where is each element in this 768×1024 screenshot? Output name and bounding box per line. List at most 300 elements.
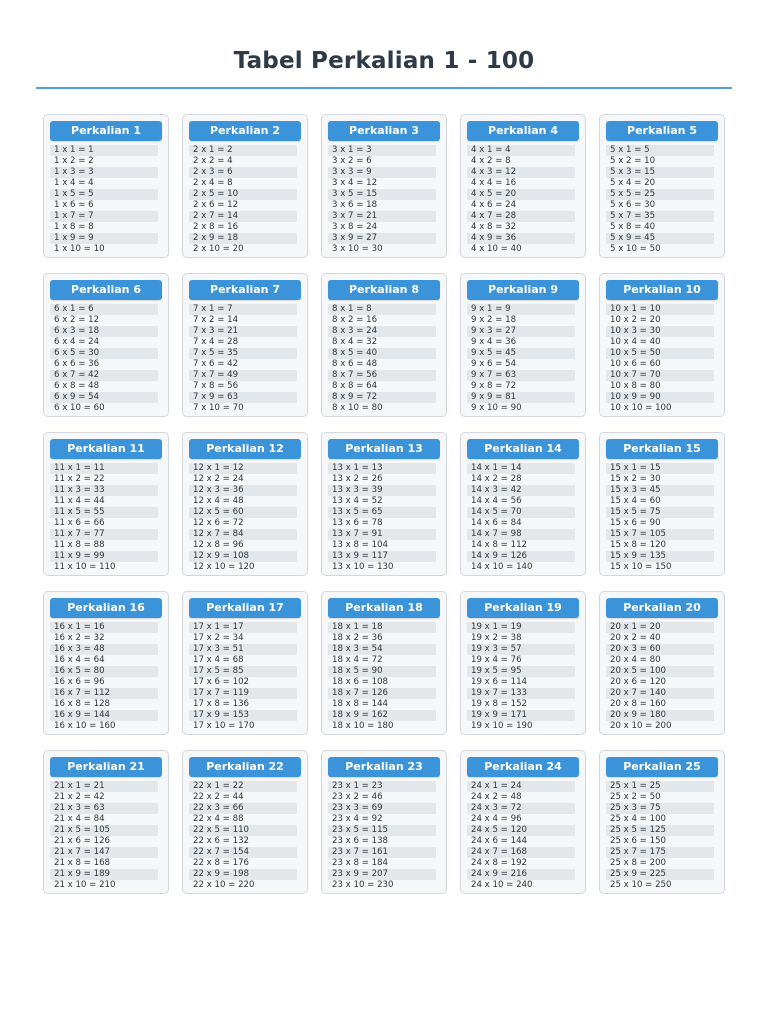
table-row: 14 x 6 = 84 [471,518,522,528]
table-row: 21 x 3 = 63 [50,803,158,814]
table-row: 17 x 10 = 170 [193,721,255,731]
table-card-heading: Perkalian 7 [189,280,301,300]
table-rows [328,463,440,573]
table-row: 2 x 10 = 20 [193,244,244,254]
table-row: 17 x 2 = 34 [193,633,244,643]
table-card-heading: Perkalian 6 [50,280,162,300]
table-row: 12 x 3 = 36 [189,485,297,496]
table-row: 14 x 5 = 70 [467,507,575,518]
table-row: 23 x 8 = 184 [332,858,389,868]
table-row: 13 x 8 = 104 [332,540,389,550]
table-row: 17 x 5 = 85 [189,666,297,677]
table-row: 15 x 1 = 15 [606,463,714,474]
table-row: 8 x 5 = 40 [328,348,436,359]
table-row: 21 x 6 = 126 [54,836,111,846]
table-rows [328,304,440,414]
page-title: Tabel Perkalian 1 - 100 [233,48,535,74]
table-rows [467,145,579,255]
table-card [599,114,725,258]
table-row: 9 x 2 = 18 [471,315,517,325]
table-row: 1 x 3 = 3 [50,167,158,178]
table-row: 21 x 5 = 105 [50,825,158,836]
table-row: 23 x 7 = 161 [328,847,436,858]
table-row: 19 x 1 = 19 [467,622,575,633]
table-rows [606,622,718,732]
table-row: 11 x 3 = 33 [50,485,158,496]
table-row: 18 x 4 = 72 [332,655,383,665]
table-row: 24 x 4 = 96 [471,814,522,824]
table-card-heading: Perkalian 16 [50,598,162,618]
table-card-heading: Perkalian 17 [189,598,301,618]
table-row: 4 x 10 = 40 [471,244,522,254]
table-card [182,114,308,258]
table-row: 20 x 4 = 80 [610,655,661,665]
table-rows [189,622,301,732]
table-row: 23 x 4 = 92 [332,814,383,824]
table-row: 24 x 7 = 168 [467,847,575,858]
table-row: 15 x 2 = 30 [610,474,661,484]
table-card-heading: Perkalian 14 [467,439,579,459]
table-card-heading: Perkalian 13 [328,439,440,459]
table-row: 18 x 5 = 90 [328,666,436,677]
table-row: 19 x 6 = 114 [471,677,528,687]
table-row: 11 x 10 = 110 [54,562,116,572]
table-row: 9 x 9 = 81 [467,392,575,403]
table-row: 18 x 10 = 180 [332,721,394,731]
table-row: 12 x 5 = 60 [189,507,297,518]
table-card [460,114,586,258]
table-row: 5 x 7 = 35 [606,211,714,222]
table-row: 13 x 3 = 39 [328,485,436,496]
table-row: 3 x 1 = 3 [328,145,436,156]
table-row: 1 x 4 = 4 [54,178,94,188]
table-card [321,750,447,894]
table-row: 15 x 3 = 45 [606,485,714,496]
table-row: 3 x 10 = 30 [332,244,383,254]
table-card-heading: Perkalian 12 [189,439,301,459]
table-row: 5 x 3 = 15 [606,167,714,178]
table-row: 5 x 6 = 30 [610,200,656,210]
table-row: 2 x 9 = 18 [189,233,297,244]
table-rows [50,304,162,414]
table-row: 11 x 8 = 88 [54,540,105,550]
table-row: 14 x 9 = 126 [467,551,575,562]
table-card [43,750,169,894]
table-card-heading: Perkalian 25 [606,757,718,777]
table-row: 23 x 2 = 46 [332,792,383,802]
table-row: 24 x 3 = 72 [467,803,575,814]
table-row: 5 x 5 = 25 [606,189,714,200]
table-row: 21 x 1 = 21 [50,781,158,792]
table-row: 24 x 5 = 120 [467,825,575,836]
table-card [182,432,308,576]
table-row: 22 x 5 = 110 [189,825,297,836]
table-row: 10 x 10 = 100 [610,403,672,413]
table-row: 2 x 8 = 16 [193,222,239,232]
table-row: 8 x 2 = 16 [332,315,378,325]
table-row: 8 x 9 = 72 [328,392,436,403]
table-row: 16 x 3 = 48 [50,644,158,655]
table-row: 25 x 9 = 225 [606,869,714,880]
table-row: 2 x 5 = 10 [189,189,297,200]
table-card [43,114,169,258]
table-row: 3 x 7 = 21 [328,211,436,222]
table-row: 7 x 10 = 70 [193,403,244,413]
table-row: 10 x 9 = 90 [606,392,714,403]
table-card-heading: Perkalian 23 [328,757,440,777]
table-row: 22 x 2 = 44 [193,792,244,802]
table-row: 20 x 7 = 140 [606,688,714,699]
table-row: 25 x 3 = 75 [606,803,714,814]
table-row: 20 x 5 = 100 [606,666,714,677]
table-row: 20 x 3 = 60 [606,644,714,655]
table-row: 6 x 7 = 42 [50,370,158,381]
table-row: 25 x 5 = 125 [606,825,714,836]
table-row: 12 x 7 = 84 [189,529,297,540]
table-card [460,432,586,576]
table-row: 11 x 2 = 22 [54,474,105,484]
table-row: 7 x 4 = 28 [193,337,239,347]
table-row: 9 x 7 = 63 [467,370,575,381]
table-row: 24 x 1 = 24 [467,781,575,792]
table-rows [328,145,440,255]
table-row: 12 x 1 = 12 [189,463,297,474]
table-row: 4 x 7 = 28 [467,211,575,222]
table-row: 8 x 7 = 56 [328,370,436,381]
table-row: 7 x 2 = 14 [193,315,239,325]
table-row: 10 x 5 = 50 [606,348,714,359]
table-rows [50,622,162,732]
table-rows [189,781,301,891]
table-row: 2 x 1 = 2 [189,145,297,156]
table-row: 12 x 6 = 72 [193,518,244,528]
table-row: 22 x 1 = 22 [189,781,297,792]
table-row: 14 x 10 = 140 [471,562,533,572]
table-row: 17 x 9 = 153 [189,710,297,721]
table-row: 19 x 8 = 152 [471,699,528,709]
table-row: 1 x 6 = 6 [54,200,94,210]
table-row: 22 x 7 = 154 [189,847,297,858]
table-row: 11 x 4 = 44 [54,496,105,506]
table-card [321,114,447,258]
table-row: 15 x 10 = 150 [610,562,672,572]
table-row: 7 x 6 = 42 [193,359,239,369]
table-row: 2 x 2 = 4 [193,156,233,166]
table-row: 13 x 1 = 13 [328,463,436,474]
table-row: 18 x 6 = 108 [332,677,389,687]
table-row: 16 x 10 = 160 [54,721,116,731]
table-row: 17 x 3 = 51 [189,644,297,655]
table-row: 1 x 7 = 7 [50,211,158,222]
table-row: 10 x 8 = 80 [610,381,661,391]
table-rows [467,304,579,414]
table-row: 5 x 2 = 10 [610,156,656,166]
table-card-heading: Perkalian 4 [467,121,579,141]
table-card [182,591,308,735]
table-row: 24 x 8 = 192 [471,858,528,868]
table-row: 3 x 9 = 27 [328,233,436,244]
table-row: 9 x 8 = 72 [471,381,517,391]
table-row: 18 x 8 = 144 [332,699,389,709]
table-row: 3 x 6 = 18 [332,200,378,210]
table-row: 15 x 7 = 105 [606,529,714,540]
table-row: 11 x 1 = 11 [50,463,158,474]
table-row: 2 x 7 = 14 [189,211,297,222]
table-row: 9 x 6 = 54 [471,359,517,369]
table-row: 19 x 9 = 171 [467,710,575,721]
table-row: 13 x 4 = 52 [332,496,383,506]
table-row: 16 x 7 = 112 [50,688,158,699]
table-row: 14 x 8 = 112 [471,540,528,550]
table-row: 20 x 1 = 20 [606,622,714,633]
table-card [599,432,725,576]
table-rows [606,145,718,255]
table-row: 6 x 4 = 24 [54,337,100,347]
table-row: 17 x 4 = 68 [193,655,244,665]
table-row: 15 x 6 = 90 [610,518,661,528]
table-row: 9 x 1 = 9 [467,304,575,315]
table-card [599,273,725,417]
table-row: 16 x 2 = 32 [54,633,105,643]
table-row: 13 x 5 = 65 [328,507,436,518]
table-row: 18 x 2 = 36 [332,633,383,643]
table-rows [50,781,162,891]
table-row: 25 x 7 = 175 [606,847,714,858]
table-row: 8 x 4 = 32 [332,337,378,347]
table-row: 2 x 4 = 8 [193,178,233,188]
table-card-heading: Perkalian 1 [50,121,162,141]
table-row: 1 x 8 = 8 [54,222,94,232]
table-row: 20 x 9 = 180 [606,710,714,721]
table-row: 13 x 9 = 117 [328,551,436,562]
table-row: 21 x 9 = 189 [50,869,158,880]
table-row: 7 x 8 = 56 [193,381,239,391]
table-row: 9 x 5 = 45 [467,348,575,359]
table-row: 1 x 10 = 10 [54,244,105,254]
table-row: 19 x 4 = 76 [471,655,522,665]
table-card-heading: Perkalian 11 [50,439,162,459]
table-row: 10 x 3 = 30 [606,326,714,337]
table-row: 6 x 2 = 12 [54,315,100,325]
table-row: 6 x 1 = 6 [50,304,158,315]
table-row: 25 x 10 = 250 [610,880,672,890]
table-row: 16 x 9 = 144 [50,710,158,721]
table-row: 11 x 6 = 66 [54,518,105,528]
table-row: 25 x 1 = 25 [606,781,714,792]
table-row: 23 x 6 = 138 [332,836,389,846]
table-card [599,591,725,735]
table-row: 6 x 5 = 30 [50,348,158,359]
table-row: 5 x 4 = 20 [610,178,656,188]
table-row: 10 x 4 = 40 [610,337,661,347]
table-row: 16 x 1 = 16 [50,622,158,633]
table-card [460,591,586,735]
table-row: 12 x 4 = 48 [193,496,244,506]
table-card [43,273,169,417]
table-row: 1 x 1 = 1 [50,145,158,156]
table-row: 4 x 6 = 24 [471,200,517,210]
table-row: 25 x 2 = 50 [610,792,661,802]
table-card-heading: Perkalian 10 [606,280,718,300]
table-row: 10 x 7 = 70 [606,370,714,381]
table-rows [50,463,162,573]
table-row: 6 x 10 = 60 [54,403,105,413]
table-row: 9 x 4 = 36 [471,337,517,347]
title-divider [36,87,732,89]
table-row: 7 x 7 = 49 [189,370,297,381]
table-row: 23 x 1 = 23 [328,781,436,792]
table-row: 24 x 9 = 216 [467,869,575,880]
table-row: 16 x 4 = 64 [54,655,105,665]
table-row: 16 x 6 = 96 [54,677,105,687]
table-row: 21 x 7 = 147 [50,847,158,858]
table-row: 20 x 6 = 120 [610,677,667,687]
table-row: 17 x 8 = 136 [193,699,250,709]
table-card [43,432,169,576]
table-row: 25 x 6 = 150 [610,836,667,846]
table-row: 5 x 10 = 50 [610,244,661,254]
table-row: 20 x 2 = 40 [610,633,661,643]
table-row: 23 x 9 = 207 [328,869,436,880]
table-row: 12 x 2 = 24 [193,474,244,484]
table-row: 3 x 8 = 24 [332,222,378,232]
table-row: 1 x 2 = 2 [54,156,94,166]
table-card-heading: Perkalian 22 [189,757,301,777]
table-rows [606,463,718,573]
table-card-heading: Perkalian 20 [606,598,718,618]
table-row: 9 x 3 = 27 [467,326,575,337]
table-row: 16 x 5 = 80 [50,666,158,677]
table-row: 17 x 6 = 102 [193,677,250,687]
table-row: 8 x 6 = 48 [332,359,378,369]
table-card [460,273,586,417]
table-rows [328,781,440,891]
table-row: 15 x 5 = 75 [606,507,714,518]
table-row: 6 x 6 = 36 [54,359,100,369]
table-rows [606,781,718,891]
table-card [321,591,447,735]
table-card-heading: Perkalian 24 [467,757,579,777]
table-row: 22 x 9 = 198 [189,869,297,880]
table-row: 23 x 5 = 115 [328,825,436,836]
table-card-heading: Perkalian 2 [189,121,301,141]
table-row: 19 x 3 = 57 [467,644,575,655]
table-rows [50,145,162,255]
table-row: 16 x 8 = 128 [54,699,111,709]
table-row: 24 x 10 = 240 [471,880,533,890]
table-rows [467,463,579,573]
table-row: 1 x 9 = 9 [50,233,158,244]
table-row: 4 x 4 = 16 [471,178,517,188]
table-card [599,750,725,894]
table-row: 21 x 2 = 42 [54,792,105,802]
table-rows [189,304,301,414]
table-row: 8 x 1 = 8 [328,304,436,315]
table-row: 5 x 9 = 45 [606,233,714,244]
table-card-heading: Perkalian 9 [467,280,579,300]
table-row: 12 x 8 = 96 [193,540,244,550]
table-row: 13 x 2 = 26 [332,474,383,484]
table-rows [467,781,579,891]
table-card [43,591,169,735]
table-row: 2 x 6 = 12 [193,200,239,210]
table-row: 17 x 7 = 119 [189,688,297,699]
table-row: 20 x 8 = 160 [610,699,667,709]
table-row: 13 x 7 = 91 [328,529,436,540]
table-row: 15 x 8 = 120 [610,540,667,550]
table-row: 21 x 4 = 84 [54,814,105,824]
table-card-heading: Perkalian 18 [328,598,440,618]
table-row: 13 x 10 = 130 [332,562,394,572]
table-row: 11 x 9 = 99 [50,551,158,562]
table-card-heading: Perkalian 3 [328,121,440,141]
table-row: 18 x 3 = 54 [328,644,436,655]
table-row: 8 x 10 = 80 [332,403,383,413]
table-row: 18 x 1 = 18 [328,622,436,633]
table-card [321,432,447,576]
table-row: 12 x 10 = 120 [193,562,255,572]
table-row: 3 x 2 = 6 [332,156,372,166]
table-row: 3 x 5 = 15 [328,189,436,200]
table-row: 4 x 3 = 12 [467,167,575,178]
table-card [321,273,447,417]
table-row: 4 x 8 = 32 [471,222,517,232]
table-card-heading: Perkalian 5 [606,121,718,141]
table-card-heading: Perkalian 15 [606,439,718,459]
table-row: 7 x 9 = 63 [189,392,297,403]
table-card [460,750,586,894]
table-row: 15 x 4 = 60 [610,496,661,506]
table-rows [328,622,440,732]
table-row: 22 x 4 = 88 [193,814,244,824]
table-row: 3 x 4 = 12 [332,178,378,188]
table-row: 7 x 1 = 7 [189,304,297,315]
table-card-heading: Perkalian 21 [50,757,162,777]
table-row: 12 x 9 = 108 [189,551,297,562]
table-row: 24 x 2 = 48 [471,792,522,802]
table-row: 6 x 8 = 48 [54,381,100,391]
table-card [182,750,308,894]
table-row: 25 x 4 = 100 [610,814,667,824]
table-row: 11 x 7 = 77 [50,529,158,540]
table-rows [606,304,718,414]
table-row: 25 x 8 = 200 [610,858,667,868]
table-row: 8 x 8 = 64 [332,381,378,391]
table-row: 10 x 1 = 10 [606,304,714,315]
table-row: 10 x 6 = 60 [610,359,661,369]
table-row: 17 x 1 = 17 [189,622,297,633]
table-row: 4 x 9 = 36 [467,233,575,244]
table-row: 19 x 5 = 95 [467,666,575,677]
table-row: 6 x 9 = 54 [50,392,158,403]
table-row: 14 x 1 = 14 [467,463,575,474]
table-row: 22 x 3 = 66 [189,803,297,814]
table-row: 22 x 8 = 176 [193,858,250,868]
table-row: 23 x 10 = 230 [332,880,394,890]
table-row: 10 x 2 = 20 [610,315,661,325]
table-row: 4 x 2 = 8 [471,156,511,166]
table-card-heading: Perkalian 8 [328,280,440,300]
table-row: 15 x 9 = 135 [606,551,714,562]
table-row: 4 x 5 = 20 [467,189,575,200]
table-row: 2 x 3 = 6 [189,167,297,178]
table-row: 23 x 3 = 69 [328,803,436,814]
table-row: 18 x 9 = 162 [328,710,436,721]
table-rows [189,145,301,255]
table-row: 21 x 10 = 210 [54,880,116,890]
table-row: 7 x 5 = 35 [189,348,297,359]
table-card [182,273,308,417]
